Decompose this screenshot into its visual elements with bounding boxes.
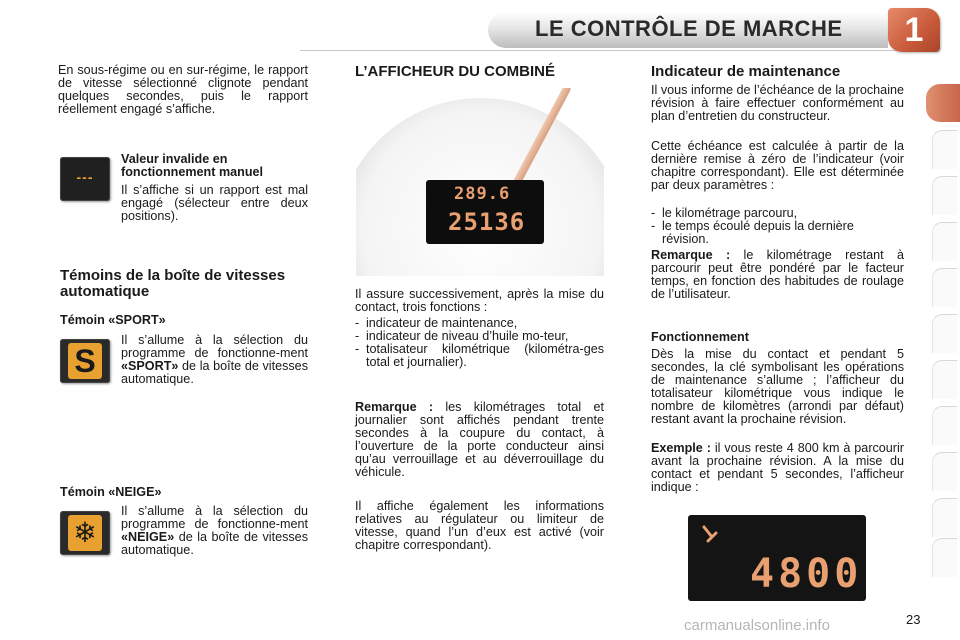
sport-text-a: Il s’allume à la sélection du programme de fonctionne-ment xyxy=(121,333,308,360)
sport-text-bold: «SPORT» xyxy=(121,359,179,373)
tab-chapter-11[interactable] xyxy=(932,538,957,577)
afficheur-heading: L’AFFICHEUR DU COMBINÉ xyxy=(355,63,555,80)
maintenance-km: 4800 xyxy=(750,551,863,597)
exemple-body: il vous reste 4 800 km à parcourir avant la prochaine révision. A la mise du contact et pendant 5 secondes, l’afficheur indique : xyxy=(651,441,904,494)
sport-heading: Témoin «SPORT» xyxy=(60,313,166,327)
tab-chapter-4[interactable] xyxy=(932,222,957,261)
sport-text xyxy=(121,334,308,386)
sport-icon xyxy=(60,339,110,383)
list-item: - totalisateur kilométrique (kilométra-ges total et journalier). xyxy=(355,343,604,369)
page-number: 23 xyxy=(906,612,921,627)
afficheur-extra: Il affiche également les informations relatives au régulateur ou limiteur de vitesse, quand l’un d’eux est activé (voir chapitre correspondant). xyxy=(355,499,604,552)
invalid-value-text: Il s’affiche si un rapport est mal engagé (sélecteur entre deux positions). xyxy=(121,183,308,223)
fonctionnement-text: Dès la mise du contact et pendant 5 secondes, la clé symbolisant les opérations de maintenance s’allume ; l’afficheur du totalisateur kilométrique vous indique le nombre de kilomètres (arrondi par défaut) restant avant la prochaine révision. xyxy=(651,347,904,426)
tab-chapter-2[interactable] xyxy=(932,130,957,169)
neige-text-a: Il s’allume à la sélection du programme de fonctionne-ment xyxy=(121,504,308,531)
watermark: carmanualsonline.info xyxy=(684,617,830,634)
auto-gearbox-heading: Témoins de la boîte de vitesses automatique xyxy=(60,267,286,300)
trip-odometer: 289.6 xyxy=(454,184,511,204)
chapter-tabs xyxy=(926,66,960,576)
remarque-text: le kilométrage restant à parcourir peut être pondéré par le facteur temps, en fonction des habitudes de roulage de l’utilisateur. xyxy=(651,248,904,301)
snowflake-icon: ❄ xyxy=(68,515,102,551)
list-item: - le kilométrage parcouru, xyxy=(651,207,904,220)
tab-chapter-9[interactable] xyxy=(932,452,957,491)
wrench-icon xyxy=(698,523,728,553)
invalid-value-icon xyxy=(60,157,110,201)
remarque-label: Remarque : xyxy=(651,248,731,262)
afficheur-intro: Il assure successivement, après la mise du contact, trois fonctions : xyxy=(355,287,604,314)
remarque-label: Remarque : xyxy=(355,400,434,414)
list-item: - le temps écoulé depuis la dernière révision. xyxy=(651,220,904,246)
neige-text-b: de la boîte de vitesses automatique. xyxy=(121,530,308,557)
afficheur-functions-list xyxy=(355,317,604,369)
tab-chapter-10[interactable] xyxy=(932,498,957,537)
tab-chapter-8[interactable] xyxy=(932,406,957,445)
cluster-illustration xyxy=(356,88,604,276)
page-header xyxy=(0,0,960,58)
maintenance-heading: Indicateur de maintenance xyxy=(651,63,841,80)
neige-text-bold: «NEIGE» xyxy=(121,530,175,544)
sport-letter: S xyxy=(68,343,102,379)
sport-text-b: de la boîte de vitesses automatique. xyxy=(121,359,308,386)
tab-chapter-5[interactable] xyxy=(932,268,957,307)
fonctionnement-heading: Fonctionnement xyxy=(651,330,749,344)
neige-heading: Témoin «NEIGE» xyxy=(60,485,162,499)
total-odometer: 25136 xyxy=(448,208,526,236)
neige-icon xyxy=(60,511,110,555)
header-rule xyxy=(300,50,920,51)
tab-chapter-7[interactable] xyxy=(932,360,957,399)
maintenance-params-list xyxy=(651,207,904,246)
maintenance-display xyxy=(688,515,866,601)
maintenance-p1: Il vous informe de l’échéance de la prochaine révision à faire effectuer conformément au plan d’entretien du constructeur. xyxy=(651,83,904,123)
tab-chapter-3[interactable] xyxy=(932,176,957,215)
intro-paragraph: En sous-régime ou en sur-régime, le rapport de vitesse sélectionné clignote pendant quelques secondes, puis le rapport réellement engagé s’affiche. xyxy=(58,63,308,116)
page-title: LE CONTRÔLE DE MARCHE xyxy=(535,16,843,41)
cluster-display xyxy=(426,180,544,244)
maintenance-p2: Cette échéance est calculée à partir de la dernière remise à zéro de l’indicateur (voir chapitre correspondant). Elle est déterminée par deux paramètres : xyxy=(651,139,904,192)
maintenance-remarque xyxy=(651,249,904,301)
neige-text xyxy=(121,505,308,557)
afficheur-remarque xyxy=(355,401,604,479)
invalid-value-heading: Valeur invalide en fonctionnement manuel xyxy=(121,152,264,179)
tab-chapter-1[interactable] xyxy=(926,84,960,122)
tab-chapter-6[interactable] xyxy=(932,314,957,353)
list-item: - indicateur de maintenance, xyxy=(355,317,604,330)
list-item: - indicateur de niveau d’huile mo-teur, xyxy=(355,330,604,343)
dashes-icon: --- xyxy=(76,169,94,185)
exemple-text xyxy=(651,442,904,494)
chapter-number: 1 xyxy=(904,11,924,49)
exemple-label: Exemple : xyxy=(651,441,711,455)
remarque-text: les kilométrages total et journalier sont affichés pendant trente secondes à la coupure du contact, à l’ouverture de la porte conducteur ainsi qu’au verrouillage et au déverrouillage du véhicule. xyxy=(355,400,604,479)
chapter-badge xyxy=(888,8,940,52)
